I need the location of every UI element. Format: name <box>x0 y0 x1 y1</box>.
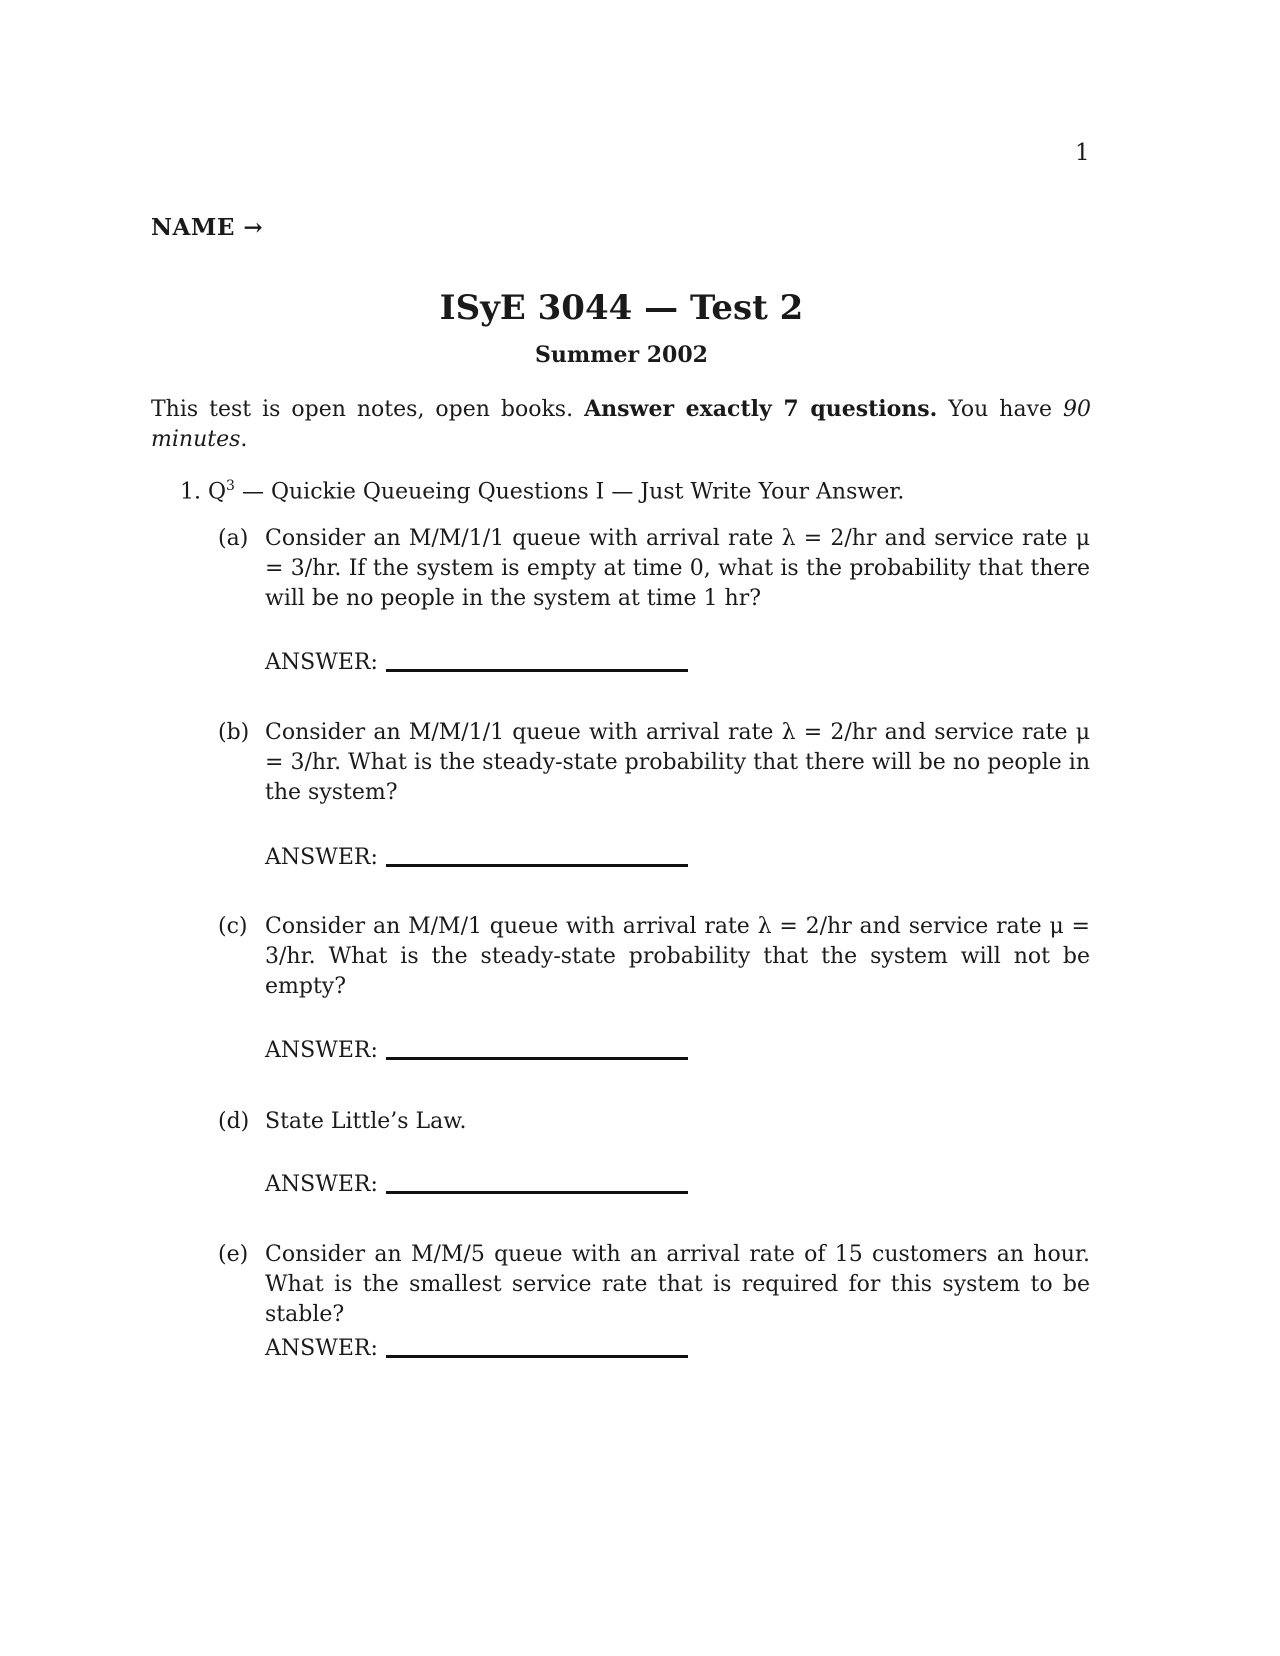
part-d <box>218 1107 1090 1137</box>
instructions-text-3: . <box>240 427 248 452</box>
part-e <box>218 1240 1090 1330</box>
part-a <box>218 524 1090 614</box>
answer-label: ANSWER: <box>265 845 378 870</box>
answer-line-c[interactable] <box>265 1038 688 1063</box>
instructions-text-2: You have <box>937 397 1063 422</box>
page-number: 1 <box>1075 140 1090 166</box>
part-b <box>218 718 1090 808</box>
part-text: Consider an M/M/5 queue with an arrival rate of 15 customers an hour. What is the smallest service rate that is required for this system to be stable? <box>265 1242 1090 1327</box>
answer-line-d[interactable] <box>265 1172 688 1197</box>
part-text: Consider an M/M/1/1 queue with arrival rate λ = 2/hr and service rate μ = 3/hr. What is the steady-state probability that there will be no people in the system? <box>265 720 1091 805</box>
instructions-italic: 90 minutes <box>151 397 1091 452</box>
answer-blank[interactable] <box>386 864 688 867</box>
answer-blank[interactable] <box>386 1355 688 1358</box>
part-c <box>218 912 1090 1002</box>
answer-line-e[interactable] <box>265 1336 688 1361</box>
instructions-bold: Answer exactly 7 questions. <box>584 396 938 422</box>
answer-blank[interactable] <box>386 1191 688 1194</box>
page-subtitle: Summer 2002 <box>535 342 708 368</box>
part-label: (b) <box>218 720 250 745</box>
page-title: ISyE 3044 — Test 2 <box>439 288 804 328</box>
part-label: (a) <box>218 526 249 551</box>
part-text: State Little’s Law. <box>265 1109 467 1134</box>
answer-line-b[interactable] <box>265 845 688 870</box>
instructions <box>151 394 1091 455</box>
question-1-heading <box>180 478 904 504</box>
answer-label: ANSWER: <box>265 1038 378 1063</box>
question-number: 1. <box>180 479 201 505</box>
part-label: (e) <box>218 1242 249 1267</box>
question-q: Q <box>208 479 227 505</box>
answer-label: ANSWER: <box>265 1336 378 1361</box>
part-label: (c) <box>218 914 248 939</box>
part-text: Consider an M/M/1/1 queue with arrival rate λ = 2/hr and service rate μ = 3/hr. If the system is empty at time 0, what is the probability that there will be no people in the system at time 1 hr? <box>265 526 1091 611</box>
answer-label: ANSWER: <box>265 650 378 675</box>
question-title: — Quickie Queueing Questions I — Just Write Your Answer. <box>234 479 905 505</box>
answer-label: ANSWER: <box>265 1172 378 1197</box>
answer-blank[interactable] <box>386 1057 688 1060</box>
part-text: Consider an M/M/1 queue with arrival rate λ = 2/hr and service rate μ = 3/hr. What is the steady-state probability that the system will not be empty? <box>265 914 1090 999</box>
answer-line-a[interactable] <box>265 650 688 675</box>
name-label: NAME → <box>151 214 264 241</box>
instructions-text-1: This test is open notes, open books. <box>151 397 585 422</box>
part-label: (d) <box>218 1109 250 1134</box>
answer-blank[interactable] <box>386 669 688 672</box>
question-superscript: 3 <box>226 478 235 494</box>
